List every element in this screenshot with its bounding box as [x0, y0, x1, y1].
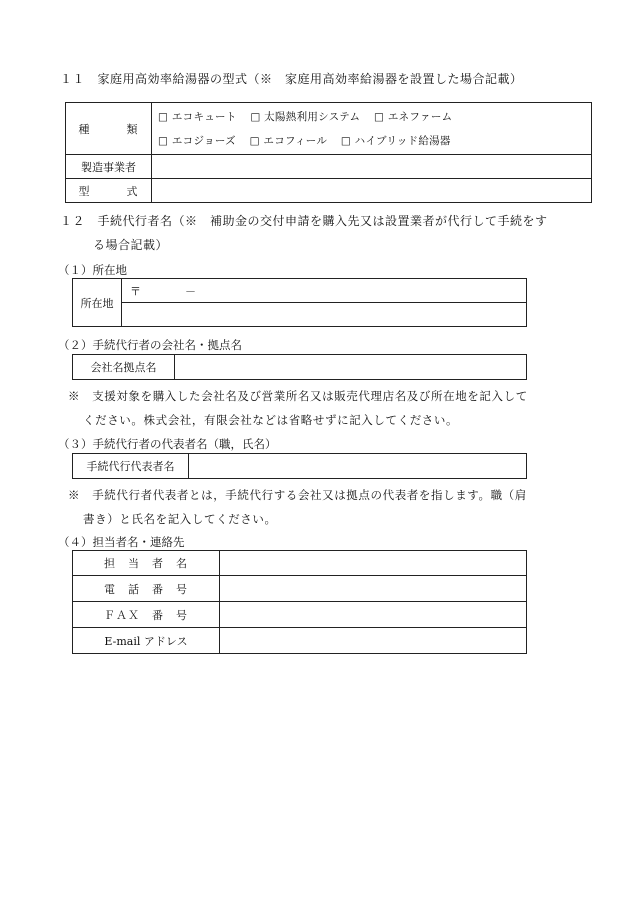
model-label: 型 式 [66, 179, 152, 203]
company-table [72, 354, 527, 380]
sub2-note-line2: ください。株式会社，有限会社などは省略せずに記入してください。 [83, 413, 459, 427]
representative-label: 手続代行代表者名 [73, 454, 189, 479]
phone-field[interactable] [220, 576, 527, 602]
section-12-title-line2: る場合記載） [93, 238, 169, 252]
fax-label: ＦＡＸ 番 号 [73, 602, 220, 628]
manufacturer-field[interactable] [152, 155, 592, 179]
model-field[interactable] [152, 179, 592, 203]
checkbox-hybrid[interactable]: □ ハイブリッド給湯器 [340, 135, 451, 147]
address-field[interactable] [122, 303, 527, 327]
representative-table [72, 453, 527, 479]
fax-field[interactable] [220, 602, 527, 628]
checkbox-solar-thermal[interactable]: □ 太陽熱利用システム [250, 111, 361, 123]
contact-table [72, 550, 527, 654]
sub3-note-line2: 書き）と氏名を記入してください。 [83, 512, 277, 526]
email-field[interactable] [220, 628, 527, 654]
company-field[interactable] [175, 355, 527, 380]
address-table [72, 278, 527, 327]
sub2-heading: （２）手続代行者の会社名・拠点名 [58, 338, 242, 352]
checkbox-ecocute[interactable]: □ エコキュート [158, 111, 237, 123]
checkbox-ecofeel[interactable]: □ エコフィール [249, 135, 328, 147]
sub4-heading: （４）担当者名・連絡先 [58, 535, 185, 549]
water-heater-table [65, 102, 592, 203]
manufacturer-label: 製造事業者 [66, 155, 152, 179]
sub2-note-line1: ※ 支援対象を購入した会社名及び営業所名又は販売代理店名及び所在地を記入して [68, 389, 528, 403]
type-label: 種 類 [66, 103, 152, 155]
contact-name-field[interactable] [220, 551, 527, 576]
sub1-heading: （１）所在地 [58, 263, 127, 277]
checkbox-enefarm[interactable]: □ エネファーム [373, 111, 453, 123]
company-label: 会社名拠点名 [73, 355, 175, 380]
checkbox-ecojozu[interactable]: □ エコジョーズ [158, 135, 236, 147]
contact-name-label: 担 当 者 名 [73, 551, 220, 576]
section-12-title-line1: １２ 手続代行者名（※ 補助金の交付申請を購入先又は設置業者が代行して手続をす [60, 214, 548, 228]
sub3-note-line1: ※ 手続代行者代表者とは，手続代行する会社又は拠点の代表者を指します。職（肩 [68, 488, 527, 502]
address-label: 所在地 [73, 279, 122, 327]
section-11-title: １１ 家庭用高効率給湯器の型式（※ 家庭用高効率給湯器を設置した場合記載） [60, 72, 523, 86]
phone-label: 電 話 番 号 [73, 576, 220, 602]
email-label: E-mail アドレス [73, 628, 220, 654]
type-options [152, 103, 592, 155]
sub3-heading: （３）手続代行者の代表者名（職，氏名） [58, 437, 277, 451]
representative-field[interactable] [189, 454, 527, 479]
postal-code-field[interactable]: 〒 － [122, 279, 527, 303]
